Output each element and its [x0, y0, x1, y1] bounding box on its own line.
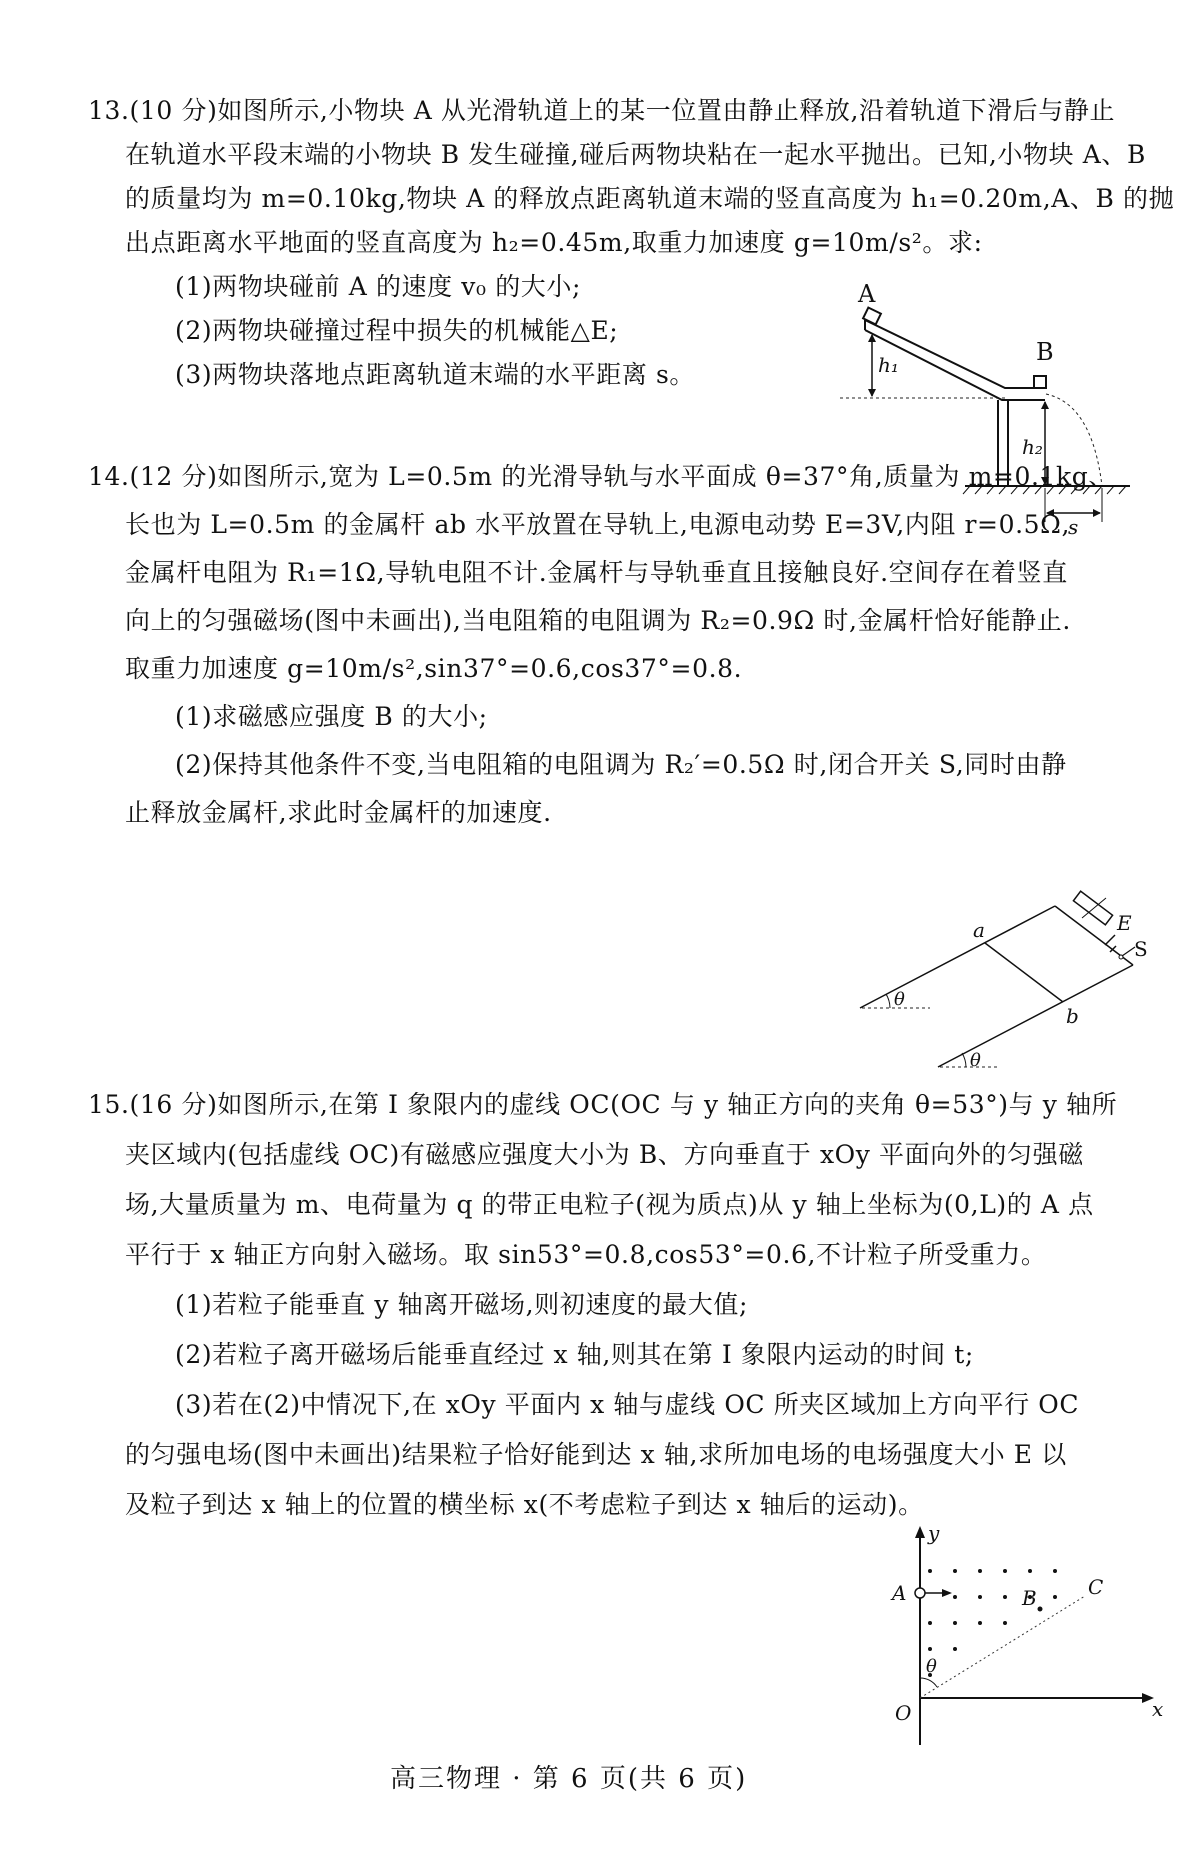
q13-fig-label-h2: h₂: [1022, 435, 1043, 459]
q13-fig-label-B: B: [1036, 338, 1054, 366]
q13-sub-3: (3)两物块落地点距离轨道末端的水平距离 s。: [175, 360, 695, 389]
q13-line-2: 在轨道水平段末端的小物块 B 发生碰撞,碰后两物块粘在一起水平抛出。已知,小物块 A、B: [125, 140, 1146, 169]
q14-fig-theta-2: θ: [970, 1050, 981, 1071]
q14-figure: [850, 890, 1150, 1090]
q14-line-4: 向上的匀强磁场(图中未画出),当电阻箱的电阻调为 R₂=0.9Ω 时,金属杆恰好能静止.: [125, 606, 1071, 635]
q13-fig-label-s: s: [1068, 515, 1079, 539]
q14-sub-2a: (2)保持其他条件不变,当电阻箱的电阻调为 R₂′=0.5Ω 时,闭合开关 S,同时由静: [175, 750, 1067, 779]
q14-line-2: 长也为 L=0.5m 的金属杆 ab 水平放置在导轨上,电源电动势 E=3V,内阻 r=0.5Ω,: [125, 510, 1071, 539]
q13-sub-2: (2)两物块碰撞过程中损失的机械能△E;: [175, 316, 619, 345]
q15-fig-label-x: x: [1152, 1697, 1164, 1721]
q14-fig-label-S: S: [1134, 937, 1148, 961]
q13-fig-label-h1: h₁: [878, 353, 899, 377]
q15-fig-label-B: B: [1022, 1586, 1037, 1610]
q15-line-4: 平行于 x 轴正方向射入磁场。取 sin53°=0.8,cos53°=0.6,不计粒子所受重力。: [125, 1240, 1047, 1269]
q15-sub-1: (1)若粒子能垂直 y 轴离开磁场,则初速度的最大值;: [175, 1290, 749, 1319]
q15-line-2: 夹区域内(包括虚线 OC)有磁感应强度大小为 B、方向垂直于 xOy 平面向外的匀强磁: [125, 1140, 1084, 1169]
q14-fig-label-b: b: [1066, 1004, 1079, 1028]
q14-line-3: 金属杆电阻为 R₁=1Ω,导轨电阻不计.金属杆与导轨垂直且接触良好.空间存在着竖直: [125, 558, 1068, 587]
q15-fig-label-C: C: [1088, 1575, 1104, 1599]
q14-line-1: 14.(12 分)如图所示,宽为 L=0.5m 的光滑导轨与水平面成 θ=37°角,质量为 m=0.1kg、: [88, 462, 1114, 491]
q15-line-1: 15.(16 分)如图所示,在第 I 象限内的虚线 OC(OC 与 y 轴正方向的夹角 θ=53°)与 y 轴所: [88, 1090, 1118, 1119]
q13-line-1: 13.(10 分)如图所示,小物块 A 从光滑轨道上的某一位置由静止释放,沿着轨道下滑后与静止: [88, 96, 1116, 125]
q15-tail-2: 及粒子到达 x 轴上的位置的横坐标 x(不考虑粒子到达 x 轴后的运动)。: [125, 1490, 924, 1519]
q14-fig-label-E: E: [1117, 911, 1132, 935]
q15-sub-3: (3)若在(2)中情况下,在 xOy 平面内 x 轴与虚线 OC 所夹区域加上方向平行 OC: [175, 1390, 1080, 1419]
q15-fig-label-theta: θ: [926, 1656, 937, 1677]
q14-line-5: 取重力加速度 g=10m/s²,sin37°=0.6,cos37°=0.8.: [125, 654, 743, 683]
q15-tail-1: 的匀强电场(图中未画出)结果粒子恰好能到达 x 轴,求所加电场的电场强度大小 E 以: [125, 1440, 1067, 1469]
q15-figure: [880, 1520, 1180, 1750]
q13-line-3: 的质量均为 m=0.10kg,物块 A 的释放点距离轨道末端的竖直高度为 h₁=0.20m,A、B 的抛: [125, 184, 1175, 213]
q14-fig-label-a: a: [973, 918, 985, 942]
q14-fig-theta-1: θ: [894, 989, 905, 1010]
q13-line-4: 出点距离水平地面的竖直高度为 h₂=0.45m,取重力加速度 g=10m/s²。求:: [125, 228, 983, 257]
q13-fig-label-A: A: [858, 280, 876, 308]
q15-line-3: 场,大量质量为 m、电荷量为 q 的带正电粒子(视为质点)从 y 轴上坐标为(0,L)的 A 点: [125, 1190, 1094, 1219]
q13-sub-1: (1)两物块碰前 A 的速度 v₀ 的大小;: [175, 272, 582, 301]
page-footer: 高三物理 · 第 6 页(共 6 页): [390, 1764, 748, 1794]
q14-sub-2b: 止释放金属杆,求此时金属杆的加速度.: [125, 798, 552, 827]
q15-fig-label-A: A: [892, 1581, 907, 1605]
q14-sub-1: (1)求磁感应强度 B 的大小;: [175, 702, 488, 731]
q15-fig-label-y: y: [928, 1521, 940, 1545]
q15-fig-label-O: O: [895, 1701, 912, 1725]
q15-sub-2: (2)若粒子离开磁场后能垂直经过 x 轴,则其在第 I 象限内运动的时间 t;: [175, 1340, 974, 1369]
